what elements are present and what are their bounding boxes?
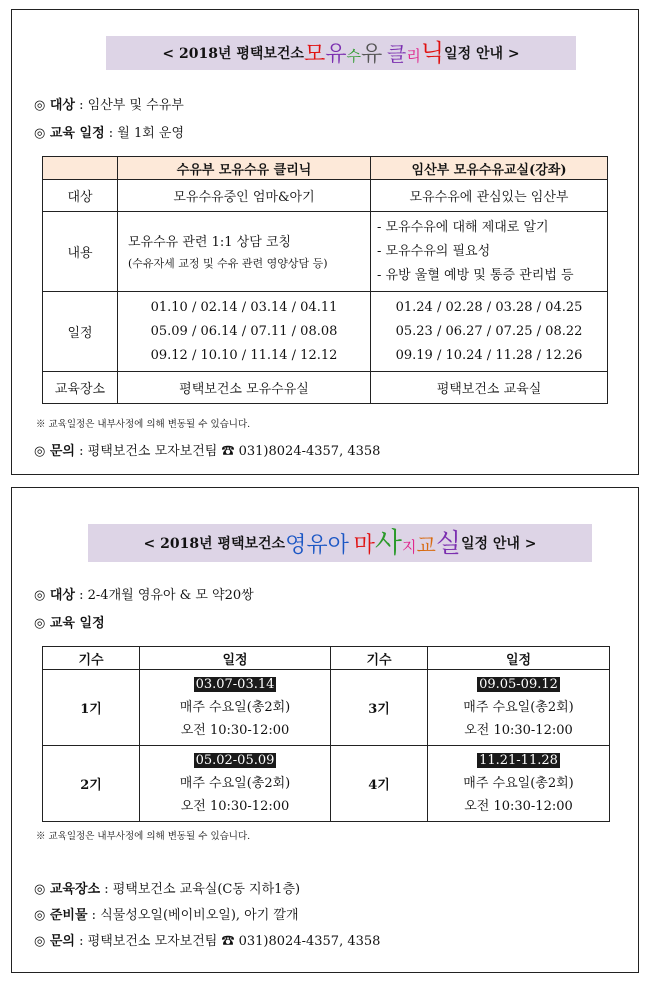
- massage-title-highlight: [285, 526, 461, 559]
- massage-title-prefix: < 2018년 평택보건소: [143, 536, 286, 552]
- clinic-cell-line: - 유방 울혈 예방 및 통증 관리법 등: [377, 267, 574, 283]
- clinic-cell: 평택보건소 교육실: [371, 372, 608, 404]
- clinic-title-char: 닉: [420, 38, 445, 67]
- massage-table: [42, 646, 610, 822]
- massage-place: [34, 878, 300, 897]
- massage-dates: 05.02-05.09: [195, 753, 275, 768]
- massage-title-char: 지: [401, 538, 417, 556]
- massage-place-value: : 평택보건소 교육실(C동 지하1층): [100, 882, 301, 897]
- massage-schedule-cell: [428, 670, 610, 746]
- clinic-cell: [371, 212, 608, 292]
- massage-title-char: 아: [327, 533, 349, 558]
- massage-title-char: 마: [353, 533, 375, 558]
- clinic-cell: 모유수유중인 엄마&아기: [118, 180, 371, 212]
- massage-time: 오전 10:30-12:00: [180, 723, 290, 738]
- clinic-col-b-header: 임산부 모유수유교실(강좌): [371, 157, 608, 180]
- clinic-target-value: : 임산부 및 수유부: [75, 98, 184, 113]
- clinic-panel: [11, 9, 639, 475]
- massage-supplies-label: ◎ 준비물: [34, 908, 88, 923]
- massage-day: 매주 수요일(총2회): [463, 776, 574, 791]
- massage-title-char: 유: [306, 533, 328, 558]
- massage-term: 4기: [331, 746, 428, 822]
- massage-place-label: ◎ 교육장소: [34, 882, 101, 897]
- massage-time: 오전 10:30-12:00: [180, 799, 290, 814]
- clinic-title-highlight: [303, 38, 445, 67]
- clinic-row-label: 대상: [43, 180, 118, 212]
- massage-term-header: 기수: [331, 647, 428, 670]
- clinic-schedule-value: : 월 1회 운영: [104, 126, 185, 141]
- clinic-cell: [118, 212, 371, 292]
- massage-panel: [11, 487, 639, 973]
- clinic-title-char: 모: [303, 41, 326, 67]
- clinic-title-char: 클: [387, 41, 407, 66]
- clinic-title: [106, 36, 576, 70]
- clinic-row-label: 교육장소: [43, 372, 118, 404]
- clinic-schedule: [34, 122, 184, 141]
- massage-day: 매주 수요일(총2회): [179, 776, 291, 791]
- clinic-note: ※ 교육일정은 내부사정에 의해 변동될 수 있습니다.: [36, 419, 251, 430]
- massage-target-value: : 2-4개월 영유아 & 모 약20쌍: [75, 588, 254, 603]
- clinic-title-char: 유: [325, 41, 347, 67]
- massage-dates: 11.21-11.28: [479, 753, 558, 768]
- massage-term: 2기: [43, 746, 140, 822]
- massage-note: ※ 교육일정은 내부사정에 의해 변동될 수 있습니다.: [36, 831, 251, 842]
- massage-target: [34, 584, 254, 603]
- clinic-title-char: 수: [346, 46, 361, 65]
- massage-contact-label: ◎ 문의: [34, 934, 75, 949]
- clinic-cell: 모유수유에 관심있는 임산부: [371, 180, 608, 212]
- massage-target-label: ◎ 대상: [34, 588, 75, 603]
- clinic-title-char: 유: [360, 41, 383, 67]
- clinic-cell-line: 05.23 / 06.27 / 07.25 / 08.22: [395, 323, 583, 339]
- clinic-target-label: ◎ 대상: [34, 98, 75, 113]
- massage-title-char: 교: [416, 533, 436, 557]
- clinic-cell-line: (수유자세 교정 및 수유 관련 영양상담 등): [128, 256, 328, 270]
- massage-dates: 09.05-09.12: [479, 677, 558, 692]
- massage-title-char: 실: [435, 529, 461, 559]
- massage-schedule-cell: [140, 670, 331, 746]
- clinic-cell-line: 01.24 / 02.28 / 03.28 / 04.25: [395, 299, 583, 315]
- clinic-cell-line: - 모유수유에 대해 제대로 알기: [377, 219, 549, 235]
- clinic-cell-line: 09.12 / 10.10 / 11.14 / 12.12: [150, 347, 338, 363]
- clinic-cell-line: 01.10 / 02.14 / 03.14 / 04.11: [150, 299, 338, 315]
- clinic-contact: [34, 440, 380, 459]
- clinic-title-suffix: 일정 안내 >: [444, 46, 520, 62]
- clinic-cell: [371, 292, 608, 372]
- massage-contact: [34, 930, 380, 949]
- clinic-target: [34, 94, 184, 113]
- massage-supplies-value: : 식물성오일(베이비오일), 아기 깔개: [87, 908, 299, 923]
- massage-time: 오전 10:30-12:00: [464, 799, 573, 814]
- clinic-col-a-header: 수유부 모유수유 클리닉: [118, 157, 371, 180]
- clinic-title-prefix: < 2018년 평택보건소: [162, 46, 304, 62]
- massage-day: 매주 수요일(총2회): [463, 700, 574, 715]
- massage-title: [88, 524, 592, 562]
- massage-schedule-cell: [140, 746, 331, 822]
- massage-title-char: 영: [285, 533, 307, 558]
- massage-schedule: [34, 612, 105, 631]
- massage-schedule-cell: [428, 746, 610, 822]
- massage-schedule-header: 일정: [140, 647, 331, 670]
- clinic-cell: 평택보건소 모유수유실: [118, 372, 371, 404]
- massage-dates: 03.07-03.14: [195, 677, 275, 692]
- massage-day: 매주 수요일(총2회): [179, 700, 291, 715]
- clinic-cell-line: 모유수유 관련 1:1 상담 코칭: [128, 234, 292, 250]
- clinic-row-label: 내용: [43, 212, 118, 292]
- massage-supplies: [34, 904, 299, 923]
- clinic-row-label: 일정: [43, 292, 118, 372]
- clinic-contact-label: ◎ 문의: [34, 444, 75, 459]
- clinic-table-corner: [43, 157, 118, 180]
- massage-contact-value: : 평택보건소 모자보건팀 ☎ 031)8024-4357, 4358: [75, 934, 381, 949]
- clinic-cell: [118, 292, 371, 372]
- massage-term: 1기: [43, 670, 140, 746]
- clinic-table: [42, 156, 608, 404]
- clinic-schedule-label: ◎ 교육 일정: [34, 126, 105, 141]
- clinic-contact-value: : 평택보건소 모자보건팀 ☎ 031)8024-4357, 4358: [75, 444, 381, 459]
- massage-term-header: 기수: [43, 647, 140, 670]
- clinic-cell-line: 09.19 / 10.24 / 11.28 / 12.26: [395, 347, 583, 363]
- clinic-cell-line: 05.09 / 06.14 / 07.11 / 08.08: [150, 323, 338, 339]
- massage-title-suffix: 일정 안내 >: [460, 536, 537, 552]
- massage-schedule-label: ◎ 교육 일정: [34, 616, 105, 631]
- clinic-title-char: 리: [406, 46, 421, 65]
- massage-term: 3기: [331, 670, 428, 746]
- massage-title-char: 사: [374, 526, 402, 559]
- massage-time: 오전 10:30-12:00: [464, 723, 573, 738]
- clinic-cell-line: - 모유수유의 필요성: [377, 243, 491, 259]
- massage-schedule-header: 일정: [428, 647, 610, 670]
